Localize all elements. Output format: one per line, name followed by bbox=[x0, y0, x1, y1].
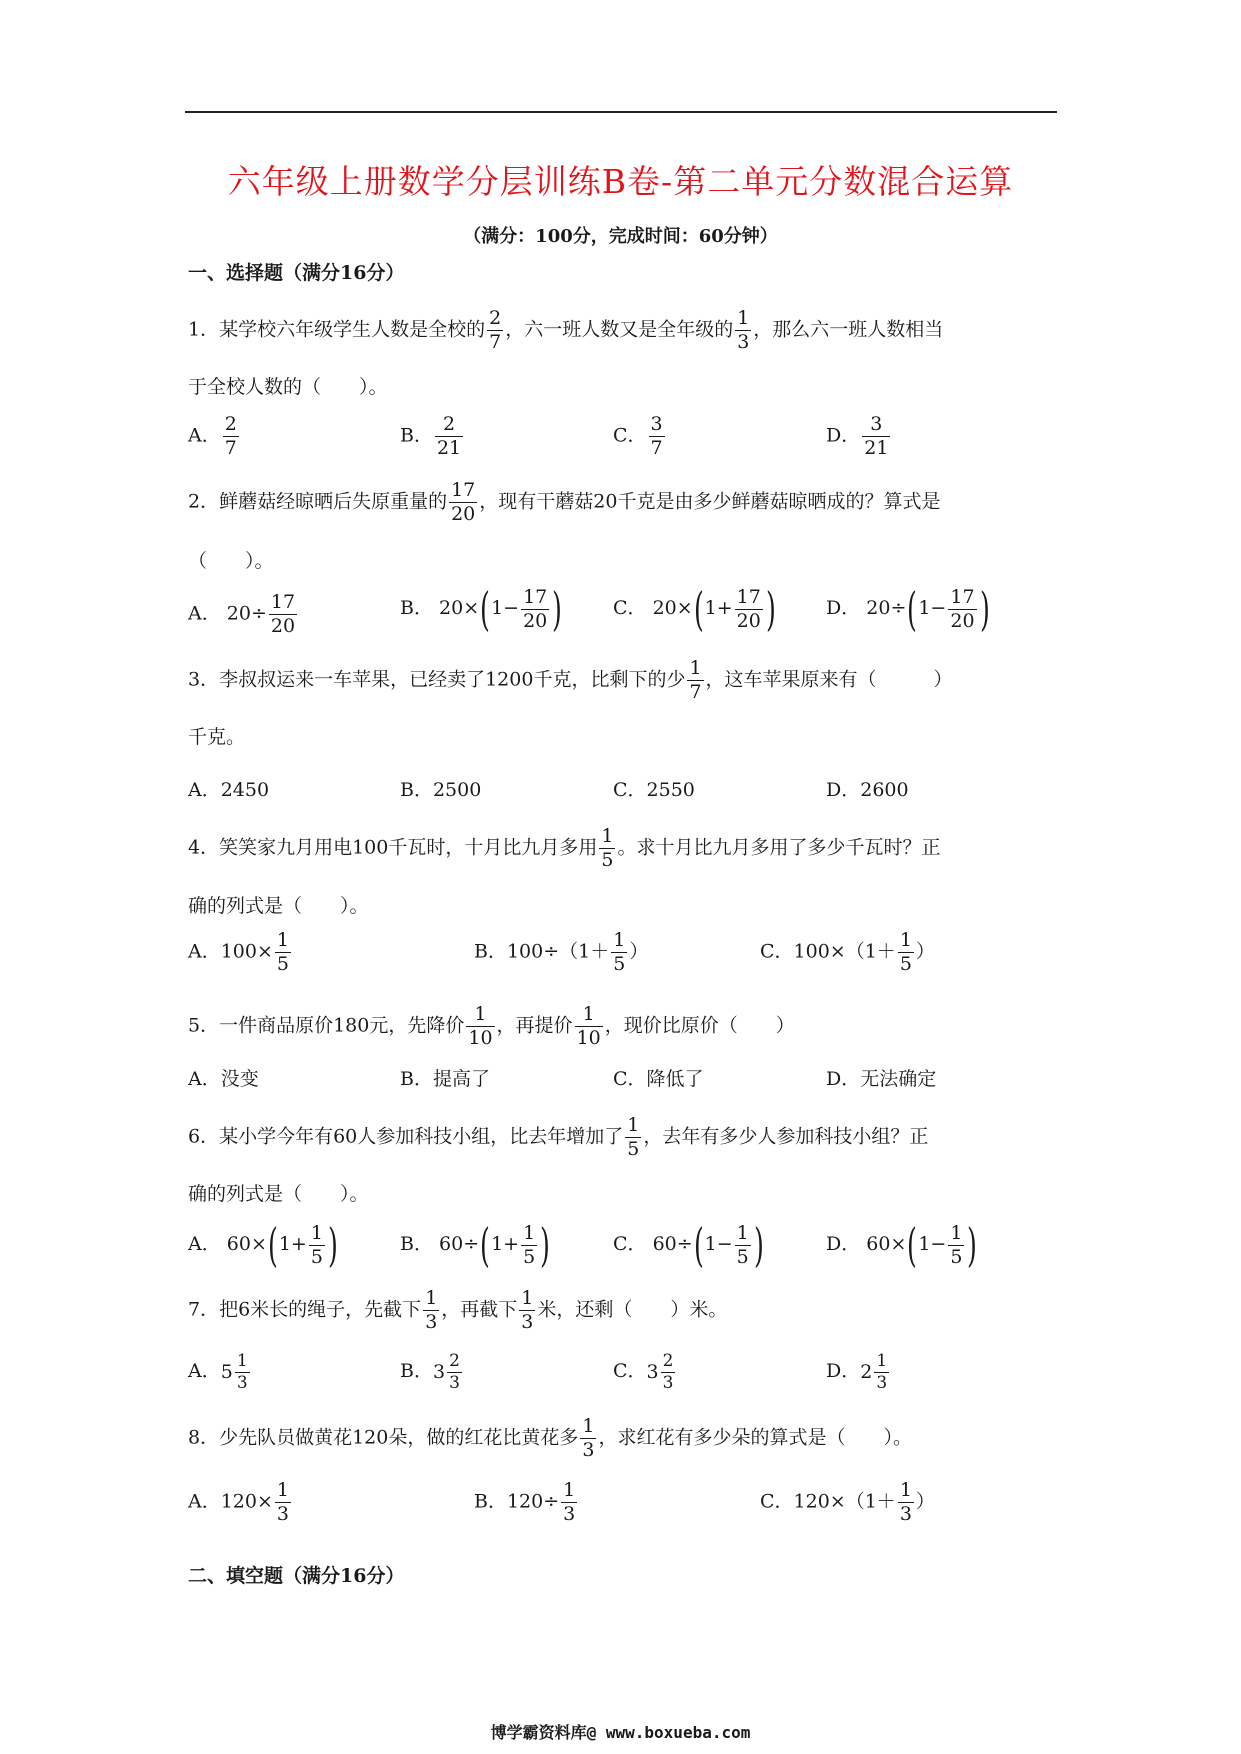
q8-option-a[interactable]: A．120× $\frac{1}{3}$ bbox=[188, 1479, 290, 1525]
q2-option-d[interactable]: D． 20÷(1− $\frac{17}{20}$ ) bbox=[826, 582, 990, 636]
question-3: 3．李叔叔运来一车苹果，已经卖了1200千克，比剩下的少 $\frac{1}{7}$ ，这车苹果原来有（ ） bbox=[188, 657, 953, 703]
q8-option-b[interactable]: B．120÷ $\frac{1}{3}$ bbox=[474, 1479, 576, 1525]
q2-option-a[interactable]: A． 20÷ $\frac{17}{20}$ bbox=[188, 591, 296, 637]
top-rule bbox=[185, 111, 1057, 113]
question-5: 5．一件商品原价180元，先降价 $\frac{1}{10}$ ，再提价 $\frac{1}{10}$ ，现价比原价（ ） bbox=[188, 1003, 795, 1049]
question-6-line2: 确的列式是（ ）。 bbox=[188, 1183, 369, 1205]
question-3-line2: 千克。 bbox=[188, 726, 246, 748]
q4-option-c[interactable]: C．100×（1＋ $\frac{1}{5}$ ） bbox=[760, 929, 935, 975]
q7-option-d[interactable]: D．2 $\frac{1}{3}$ bbox=[826, 1351, 888, 1393]
q5-option-a[interactable]: A．没变 bbox=[188, 1068, 259, 1090]
question-7: 7．把6米长的绳子，先截下 $\frac{1}{3}$ ，再截下 $\frac{1}{3}$ 米，还剩（ ）米。 bbox=[188, 1287, 728, 1333]
question-6: 6．某小学今年有60人参加科技小组，比去年增加了 $\frac{1}{5}$ ，去年有多少人参加科技小组？正 bbox=[188, 1114, 929, 1160]
question-1: 1．某学校六年级学生人数是全校的 $\frac{2}{7}$ ，六一班人数又是全年级的 $\frac{1}{3}$ ，那么六一班人数相当 bbox=[188, 307, 944, 353]
question-1-line2: 于全校人数的（ ）。 bbox=[188, 376, 388, 398]
q1-option-d[interactable]: D． $\frac{3}{21}$ bbox=[826, 413, 889, 459]
page-subtitle: （满分：100分，完成时间：60分钟） bbox=[463, 226, 778, 247]
q1-option-b[interactable]: B． $\frac{2}{21}$ bbox=[400, 413, 462, 459]
q2-option-b[interactable]: B． 20×(1− $\frac{17}{20}$ ) bbox=[400, 582, 563, 636]
q5-option-b[interactable]: B．提高了 bbox=[400, 1068, 490, 1090]
footer-watermark: 博学霸资料库@ www.boxueba.com bbox=[490, 1723, 751, 1742]
q7-option-a[interactable]: A．5 $\frac{1}{3}$ bbox=[188, 1351, 248, 1393]
q4-option-a[interactable]: A．100× $\frac{1}{5}$ bbox=[188, 929, 290, 975]
q2-option-c[interactable]: C． 20×(1+ $\frac{17}{20}$ ) bbox=[613, 582, 776, 636]
section-heading-fill: 二、填空题（满分16分） bbox=[188, 1565, 405, 1587]
q7-option-c[interactable]: C．3 $\frac{2}{3}$ bbox=[613, 1351, 674, 1393]
q6-option-c[interactable]: C． 60÷(1− $\frac{1}{5}$ ) bbox=[613, 1218, 764, 1272]
q6-option-a[interactable]: A． 60×(1+ $\frac{1}{5}$ ) bbox=[188, 1218, 338, 1272]
q3-option-a[interactable]: A．2450 bbox=[188, 779, 270, 801]
page-title: 六年级上册数学分层训练B卷-第二单元分数混合运算 bbox=[227, 162, 1014, 201]
q3-option-b[interactable]: B．2500 bbox=[400, 779, 482, 801]
question-4: 4．笑笑家九月用电100千瓦时，十月比九月多用 $\frac{1}{5}$ 。求十月比九月多用了多少千瓦时？正 bbox=[188, 825, 941, 871]
q1-option-a[interactable]: A． $\frac{2}{7}$ bbox=[188, 413, 237, 459]
section-heading-choice: 一、选择题（满分16分） bbox=[188, 262, 405, 284]
q7-option-b[interactable]: B．3 $\frac{2}{3}$ bbox=[400, 1351, 460, 1393]
q4-option-b[interactable]: B．100÷（1＋ $\frac{1}{5}$ ） bbox=[474, 929, 649, 975]
q5-option-d[interactable]: D．无法确定 bbox=[826, 1068, 937, 1090]
question-4-line2: 确的列式是（ ）。 bbox=[188, 895, 369, 917]
q3-option-d[interactable]: D．2600 bbox=[826, 779, 909, 801]
q5-option-c[interactable]: C．降低了 bbox=[613, 1068, 704, 1090]
q1-option-c[interactable]: C． $\frac{3}{7}$ bbox=[613, 413, 663, 459]
q6-option-d[interactable]: D． 60×(1− $\frac{1}{5}$ ) bbox=[826, 1218, 978, 1272]
q3-option-c[interactable]: C．2550 bbox=[613, 779, 695, 801]
q8-option-c[interactable]: C．120×（1＋ $\frac{1}{3}$ ） bbox=[760, 1479, 935, 1525]
question-2-line2: （ ）。 bbox=[188, 550, 274, 572]
q6-option-b[interactable]: B． 60÷(1+ $\frac{1}{5}$ ) bbox=[400, 1218, 551, 1272]
question-2: 2．鲜蘑菇经晾晒后失原重量的 $\frac{17}{20}$ ，现有干蘑菇20千克是由多少鲜蘑菇晾晒成的？算式是 bbox=[188, 479, 941, 525]
question-8: 8．少先队员做黄花120朵，做的红花比黄花多 $\frac{1}{3}$ ，求红花有多少朵的算式是（ ）。 bbox=[188, 1415, 912, 1461]
